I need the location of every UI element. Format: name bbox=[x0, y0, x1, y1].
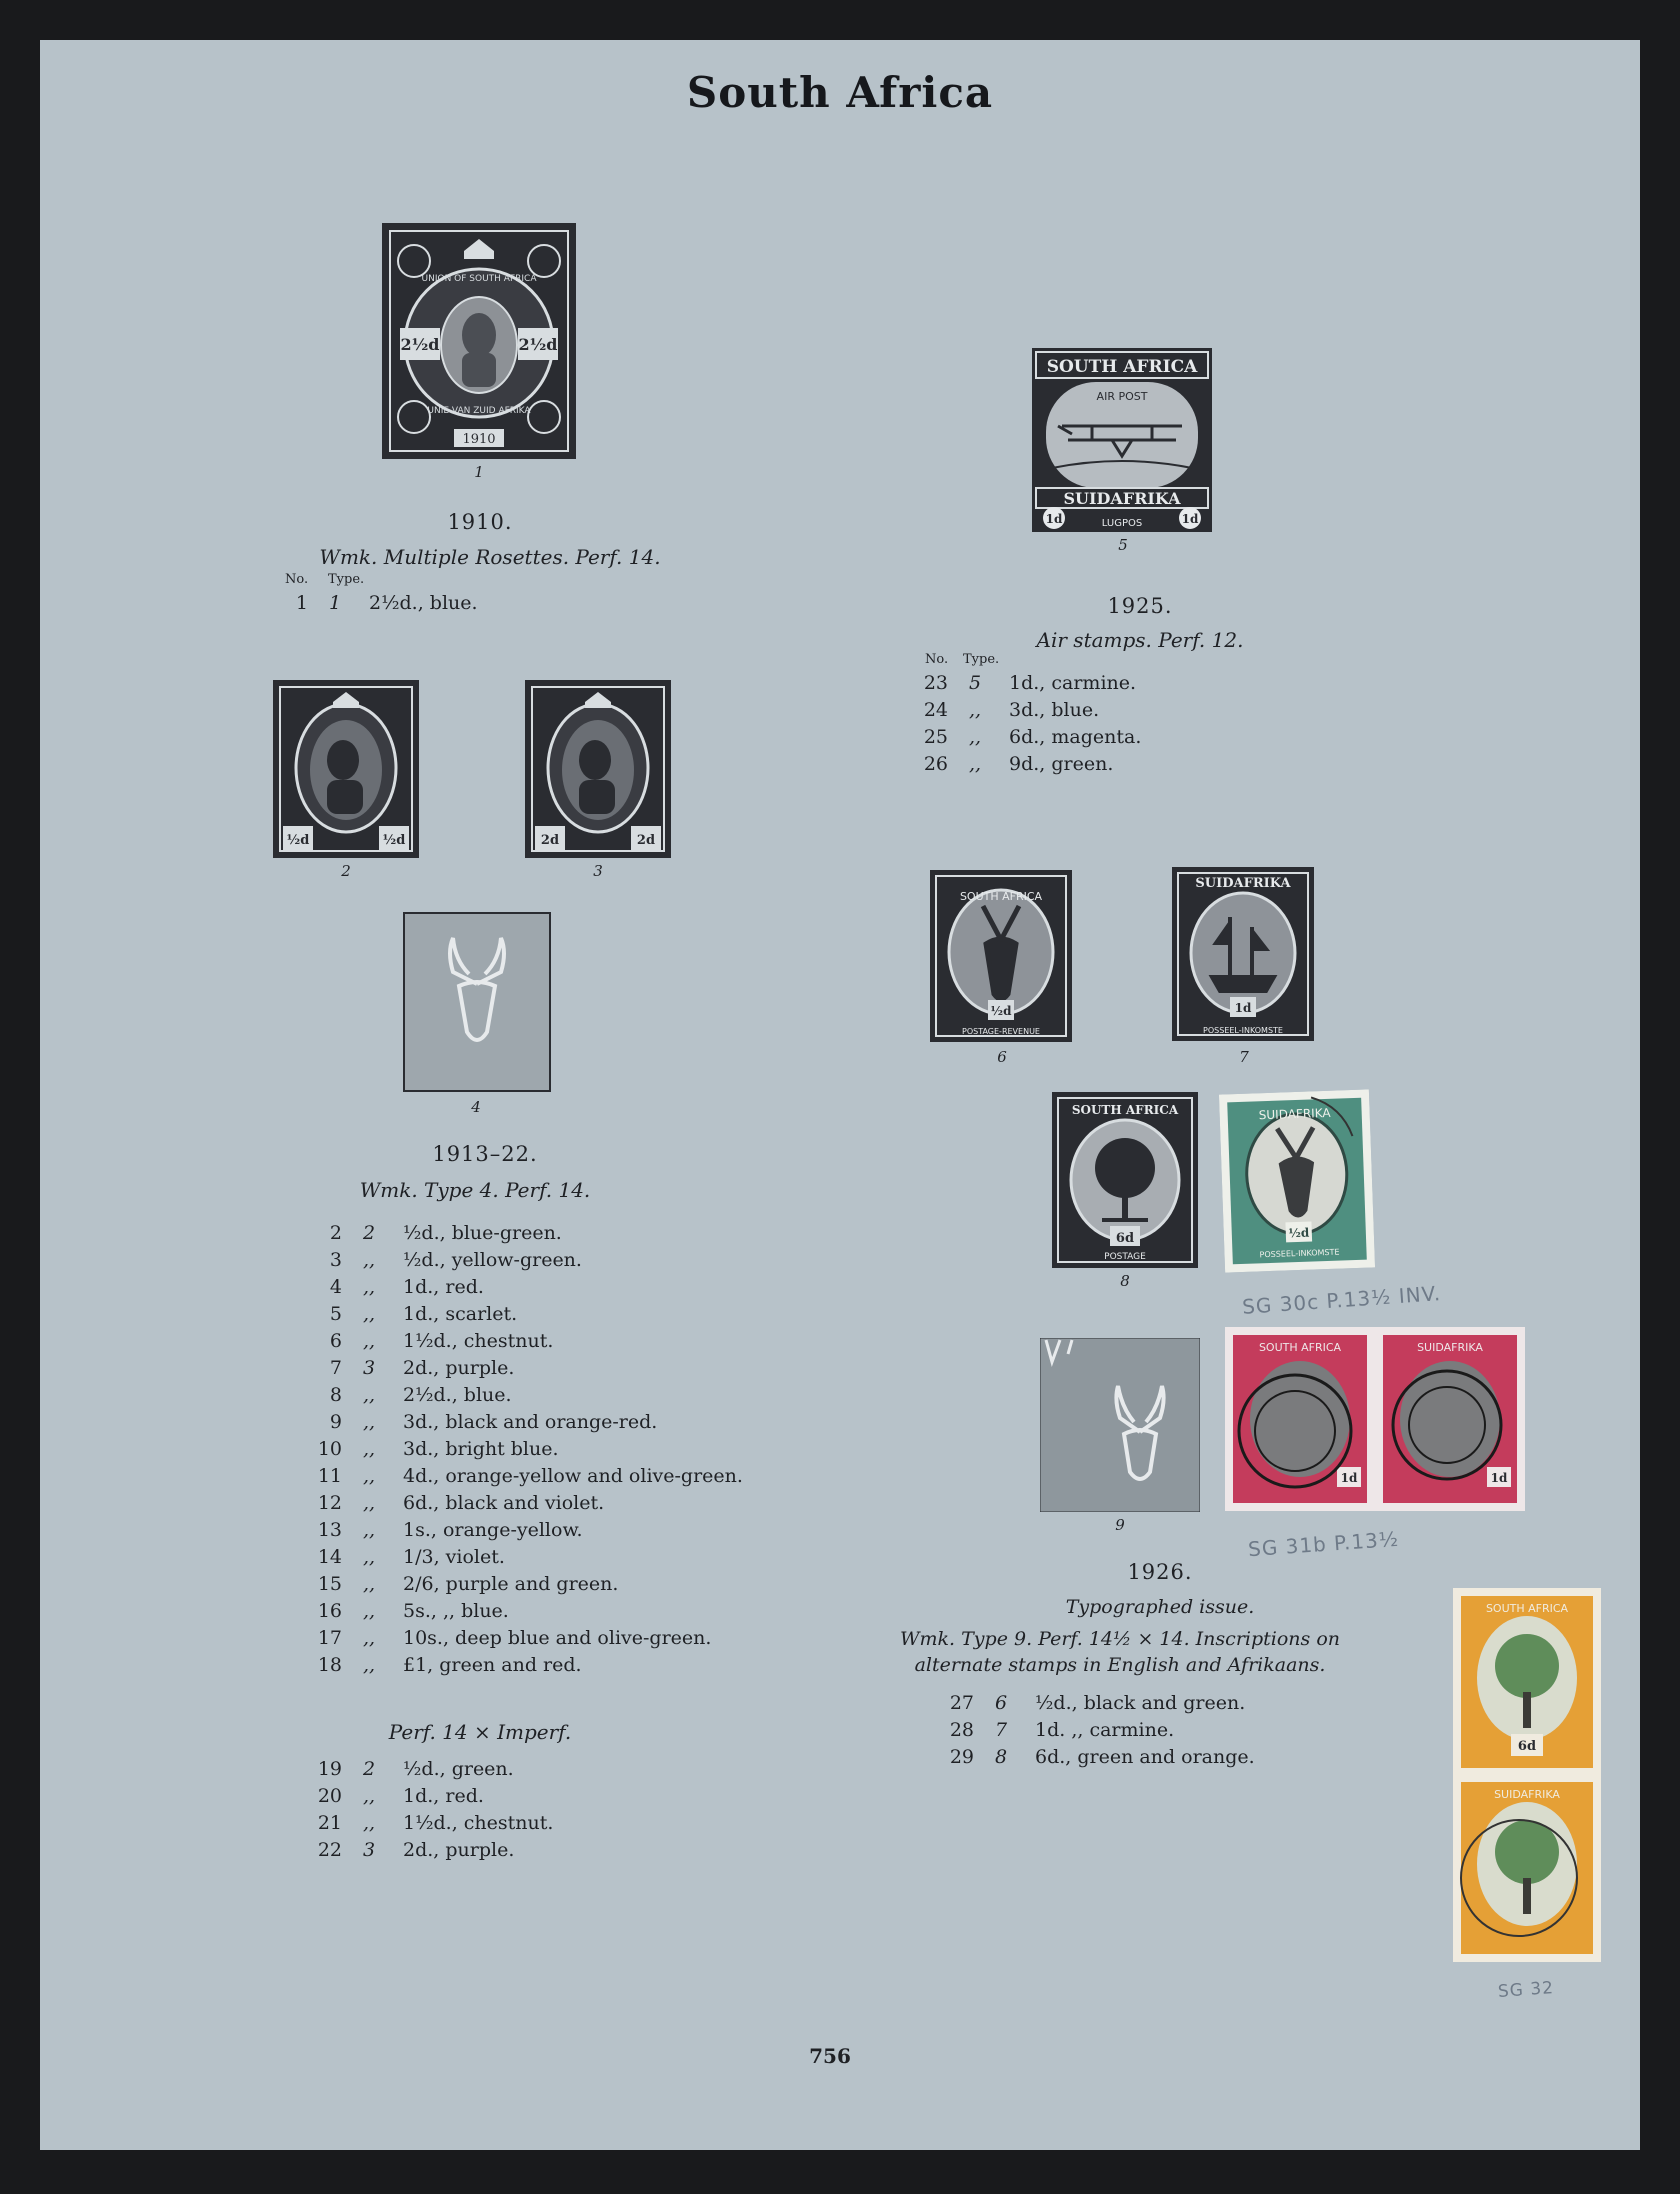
figure-caption-2: 2 bbox=[341, 862, 351, 880]
issue-note-1913: Wmk. Type 4. Perf. 14. bbox=[359, 1178, 591, 1202]
catalogue-number: 24 bbox=[923, 699, 948, 721]
catalogue-number: 29 bbox=[949, 1746, 974, 1768]
type-number: 3 bbox=[363, 1357, 376, 1379]
catalogue-row bbox=[914, 726, 1314, 752]
catalogue-row bbox=[308, 1812, 808, 1838]
stamp-description: 1d., red. bbox=[403, 1785, 484, 1807]
stamp-illustration-type-3 bbox=[525, 680, 671, 858]
stamp-inscription-right: SUIDAFRIKA bbox=[1417, 1341, 1483, 1354]
stamp-inscription-bottom: SUIDAFRIKA bbox=[1063, 489, 1181, 508]
stamp-inscription-top: SOUTH AFRICA bbox=[1485, 1602, 1569, 1615]
type-number: ,, bbox=[969, 726, 982, 748]
catalogue-row bbox=[308, 1249, 808, 1275]
catalogue-row bbox=[308, 1654, 808, 1680]
figure-caption-7: 7 bbox=[1239, 1048, 1249, 1066]
catalogue-number: 12 bbox=[317, 1492, 342, 1514]
catalogue-number: 13 bbox=[317, 1519, 342, 1541]
type-number: 5 bbox=[969, 672, 982, 694]
stamp-air-post: AIR POST bbox=[1096, 390, 1148, 403]
stamp-description: ½d., green. bbox=[403, 1758, 514, 1780]
stamp-description: 6d., magenta. bbox=[1009, 726, 1142, 748]
stamp-inscription-top: UNION OF SOUTH AFRICA bbox=[421, 274, 537, 284]
column-header-type: Type. bbox=[328, 572, 365, 587]
stamp-inscription-top: SUIDAFRIKA bbox=[1258, 1105, 1331, 1123]
stamp-value-left: 1d bbox=[1340, 1471, 1358, 1485]
stamp-inscription-bottom: UNIE VAN ZUID AFRIKA bbox=[427, 406, 531, 416]
catalogue-row bbox=[308, 1519, 808, 1545]
catalogue-row bbox=[308, 1573, 808, 1599]
mounted-stamp-green-half-penny bbox=[1219, 1089, 1375, 1272]
type-number: ,, bbox=[363, 1411, 376, 1433]
catalogue-row bbox=[914, 672, 1314, 698]
stamp-inscription-top: SUIDAFRIKA bbox=[1195, 876, 1291, 891]
stamp-year: 1910 bbox=[462, 432, 496, 447]
stamp-value-right: 1d bbox=[1490, 1471, 1508, 1485]
catalogue-number: 25 bbox=[923, 726, 948, 748]
stamp-description: ½d., yellow-green. bbox=[403, 1249, 582, 1271]
catalogue-row bbox=[308, 1839, 808, 1865]
stamp-description: 1d., carmine. bbox=[1009, 672, 1137, 694]
pencil-note-sg30c: SG 30c P.13½ INV. bbox=[1241, 1281, 1442, 1319]
stamp-inscription-top: SOUTH AFRICA bbox=[959, 890, 1043, 903]
stamp-description: £1, green and red. bbox=[403, 1654, 582, 1676]
stamp-value-left: ½d bbox=[286, 833, 310, 848]
catalogue-row bbox=[914, 699, 1314, 725]
catalogue-row bbox=[308, 1222, 808, 1248]
catalogue-number: 2 bbox=[329, 1222, 342, 1244]
catalogue-row bbox=[940, 1692, 1340, 1718]
stamp-description: 3d., blue. bbox=[1009, 699, 1100, 721]
stamp-value: 6d bbox=[1115, 1231, 1135, 1246]
album-page bbox=[40, 40, 1640, 2150]
catalogue-number: 9 bbox=[329, 1411, 342, 1433]
stamp-description: ½d., black and green. bbox=[1035, 1692, 1246, 1714]
year-heading-1925: 1925. bbox=[1107, 594, 1173, 618]
catalogue-number: 22 bbox=[317, 1839, 342, 1861]
stamp-description: 1s., orange-yellow. bbox=[403, 1519, 583, 1541]
stamp-value: 1d bbox=[1234, 1001, 1252, 1015]
pencil-note-sg31b: SG 31b P.13½ bbox=[1247, 1526, 1400, 1562]
catalogue-row bbox=[308, 1492, 808, 1518]
issue-note-1926-line1: Wmk. Type 9. Perf. 14½ × 14. Inscriptions on bbox=[899, 1628, 1340, 1650]
figure-caption-5: 5 bbox=[1118, 536, 1128, 554]
type-number: 1 bbox=[329, 592, 342, 614]
type-number: ,, bbox=[363, 1519, 376, 1541]
catalogue-number: 16 bbox=[317, 1600, 342, 1622]
catalogue-row bbox=[308, 1330, 808, 1356]
column-header-no: No. bbox=[925, 652, 949, 667]
type-number: 3 bbox=[363, 1839, 376, 1861]
year-heading-1913: 1913–22. bbox=[432, 1142, 538, 1166]
catalogue-row bbox=[940, 1746, 1340, 1772]
stamp-description: 1d. ,, carmine. bbox=[1035, 1719, 1175, 1741]
watermark-illustration-type-4 bbox=[403, 912, 551, 1092]
page-title: South Africa bbox=[686, 68, 994, 117]
figure-caption-1: 1 bbox=[474, 463, 484, 481]
stamp-description: 1½d., chestnut. bbox=[403, 1330, 554, 1352]
catalogue-number: 23 bbox=[923, 672, 948, 694]
type-number: ,, bbox=[363, 1438, 376, 1460]
catalogue-number: 4 bbox=[329, 1276, 342, 1298]
year-heading-1926: 1926. bbox=[1127, 1560, 1193, 1584]
stamp-description: 2d., purple. bbox=[403, 1357, 515, 1379]
stamp-inscription-bottom: POSTAGE bbox=[1104, 1252, 1146, 1262]
stamp-value: ½d bbox=[990, 1004, 1012, 1018]
catalogue-number: 28 bbox=[949, 1719, 974, 1741]
catalogue-row bbox=[308, 1411, 808, 1437]
type-number: ,, bbox=[969, 753, 982, 775]
type-number: 8 bbox=[995, 1746, 1008, 1768]
perf-note-imperf: Perf. 14 × Imperf. bbox=[388, 1720, 572, 1744]
stamp-illustration-type-1 bbox=[382, 223, 576, 459]
stamp-value-right: 1d bbox=[1181, 512, 1199, 526]
stamp-value-right: 2½d bbox=[518, 335, 558, 354]
stamp-description: 2½d., blue. bbox=[403, 1384, 512, 1406]
stamp-inscription-top: SOUTH AFRICA bbox=[1071, 1103, 1179, 1117]
catalogue-number: 11 bbox=[317, 1465, 342, 1487]
type-number: 6 bbox=[995, 1692, 1008, 1714]
stamp-value: 6d bbox=[1517, 1739, 1537, 1754]
stamp-description: 5s., ,, blue. bbox=[403, 1600, 509, 1622]
stamp-description: 1/3, violet. bbox=[403, 1546, 505, 1568]
catalogue-row bbox=[308, 1357, 808, 1383]
type-number: ,, bbox=[363, 1573, 376, 1595]
stamp-description: 1d., scarlet. bbox=[403, 1303, 518, 1325]
catalogue-row bbox=[308, 1546, 808, 1572]
type-number: ,, bbox=[363, 1546, 376, 1568]
figure-caption-4: 4 bbox=[471, 1098, 481, 1116]
year-heading-1910: 1910. bbox=[447, 510, 513, 534]
type-number: ,, bbox=[969, 699, 982, 721]
page-number: 756 bbox=[809, 2044, 851, 2068]
column-header-type: Type. bbox=[963, 652, 1000, 667]
stamp-inscription-bottom: POSTAGE-REVENUE bbox=[962, 1027, 1040, 1036]
type-number: ,, bbox=[363, 1384, 376, 1406]
stamp-inscription-left: SOUTH AFRICA bbox=[1258, 1341, 1342, 1354]
type-number: ,, bbox=[363, 1654, 376, 1676]
catalogue-row bbox=[914, 753, 1314, 779]
stamp-inscription-top: SOUTH AFRICA bbox=[1046, 357, 1198, 377]
stamp-illustration-type-6 bbox=[930, 870, 1072, 1042]
stamp-description: 10s., deep blue and olive-green. bbox=[403, 1627, 712, 1649]
catalogue-row bbox=[308, 1758, 808, 1784]
issue-note-1925: Air stamps. Perf. 12. bbox=[1036, 628, 1244, 652]
type-number: ,, bbox=[363, 1600, 376, 1622]
catalogue-number: 10 bbox=[317, 1438, 342, 1460]
stamp-description: 2/6, purple and green. bbox=[403, 1573, 619, 1595]
catalogue-row bbox=[308, 1438, 808, 1464]
catalogue-number: 1 bbox=[295, 592, 308, 614]
figure-caption-3: 3 bbox=[593, 862, 603, 880]
stamp-description: 2½d., blue. bbox=[369, 592, 478, 614]
type-number: ,, bbox=[363, 1812, 376, 1834]
catalogue-row bbox=[308, 1785, 808, 1811]
stamp-value-right: 2d bbox=[636, 833, 656, 848]
type-number: ,, bbox=[363, 1465, 376, 1487]
stamp-value-left: 2d bbox=[540, 833, 560, 848]
catalogue-number: 19 bbox=[317, 1758, 342, 1780]
catalogue-row bbox=[940, 1719, 1340, 1745]
mounted-stamp-orange-pair bbox=[1453, 1588, 1601, 1962]
catalogue-row bbox=[308, 1384, 808, 1410]
stamp-description: 1½d., chestnut. bbox=[403, 1812, 554, 1834]
type-number: ,, bbox=[363, 1249, 376, 1271]
stamp-description: 3d., black and orange-red. bbox=[403, 1411, 658, 1433]
issue-note-1926-line2: alternate stamps in English and Afrikaans. bbox=[914, 1654, 1326, 1676]
issue-note-1910: Wmk. Multiple Rosettes. Perf. 14. bbox=[319, 545, 661, 569]
watermark-illustration-type-9 bbox=[1040, 1338, 1200, 1512]
stamp-description: ½d., blue-green. bbox=[403, 1222, 562, 1244]
type-number: ,, bbox=[363, 1303, 376, 1325]
stamp-inscription-bottom: POSSEEL-INKOMSTE bbox=[1203, 1026, 1283, 1035]
catalogue-row bbox=[308, 1600, 808, 1626]
catalogue-number: 5 bbox=[329, 1303, 342, 1325]
type-number: ,, bbox=[363, 1330, 376, 1352]
catalogue-number: 15 bbox=[317, 1573, 342, 1595]
column-header-no: No. bbox=[285, 572, 309, 587]
stamp-illustration-type-2 bbox=[273, 680, 419, 858]
catalogue-number: 14 bbox=[317, 1546, 342, 1568]
stamp-illustration-type-7 bbox=[1172, 867, 1314, 1041]
catalogue-number: 18 bbox=[317, 1654, 342, 1676]
stamp-illustration-type-5 bbox=[1032, 348, 1212, 532]
stamp-value-left: 2½d bbox=[400, 335, 440, 354]
type-number: 2 bbox=[363, 1758, 376, 1780]
catalogue-number: 8 bbox=[329, 1384, 342, 1406]
stamp-description: 2d., purple. bbox=[403, 1839, 515, 1861]
catalogue-row bbox=[308, 1276, 808, 1302]
catalogue-row bbox=[274, 592, 674, 618]
stamp-illustration-type-8 bbox=[1052, 1092, 1198, 1268]
type-number: ,, bbox=[363, 1492, 376, 1514]
stamp-description: 3d., bright blue. bbox=[403, 1438, 559, 1460]
type-number: 7 bbox=[995, 1719, 1008, 1741]
catalogue-number: 27 bbox=[949, 1692, 974, 1714]
catalogue-number: 6 bbox=[329, 1330, 342, 1352]
figure-caption-8: 8 bbox=[1120, 1272, 1130, 1290]
type-number: ,, bbox=[363, 1276, 376, 1298]
stamp-inscription-bottom: POSSEEL-INKOMSTE bbox=[1259, 1247, 1340, 1260]
type-number: 2 bbox=[363, 1222, 376, 1244]
pencil-note-sg32: SG 32 bbox=[1497, 1978, 1555, 2002]
catalogue-row bbox=[308, 1465, 808, 1491]
stamp-description: 1d., red. bbox=[403, 1276, 484, 1298]
catalogue-number: 21 bbox=[317, 1812, 342, 1834]
type-number: ,, bbox=[363, 1785, 376, 1807]
stamp-description: 6d., black and violet. bbox=[403, 1492, 605, 1514]
stamp-inscription-bottom: SUIDAFRIKA bbox=[1494, 1788, 1560, 1801]
figure-caption-9: 9 bbox=[1115, 1516, 1125, 1534]
mounted-stamp-carmine-pair bbox=[1225, 1327, 1525, 1511]
stamp-description: 9d., green. bbox=[1009, 753, 1114, 775]
catalogue-number: 7 bbox=[329, 1357, 342, 1379]
catalogue-row bbox=[308, 1303, 808, 1329]
type-number: ,, bbox=[363, 1627, 376, 1649]
stamp-value: ½d bbox=[1288, 1225, 1310, 1241]
catalogue-number: 3 bbox=[329, 1249, 342, 1271]
catalogue-number: 20 bbox=[317, 1785, 342, 1807]
catalogue-row bbox=[308, 1627, 808, 1653]
issue-subtitle-1926: Typographed issue. bbox=[1065, 1596, 1255, 1618]
stamp-value-right: ½d bbox=[382, 833, 406, 848]
stamp-description: 4d., orange-yellow and olive-green. bbox=[403, 1465, 743, 1487]
stamp-lugpos: LUGPOS bbox=[1101, 518, 1143, 529]
stamp-description: 6d., green and orange. bbox=[1035, 1746, 1255, 1768]
catalogue-number: 26 bbox=[923, 753, 948, 775]
stamp-value-left: 1d bbox=[1045, 512, 1063, 526]
figure-caption-6: 6 bbox=[997, 1048, 1007, 1066]
catalogue-number: 17 bbox=[317, 1627, 342, 1649]
